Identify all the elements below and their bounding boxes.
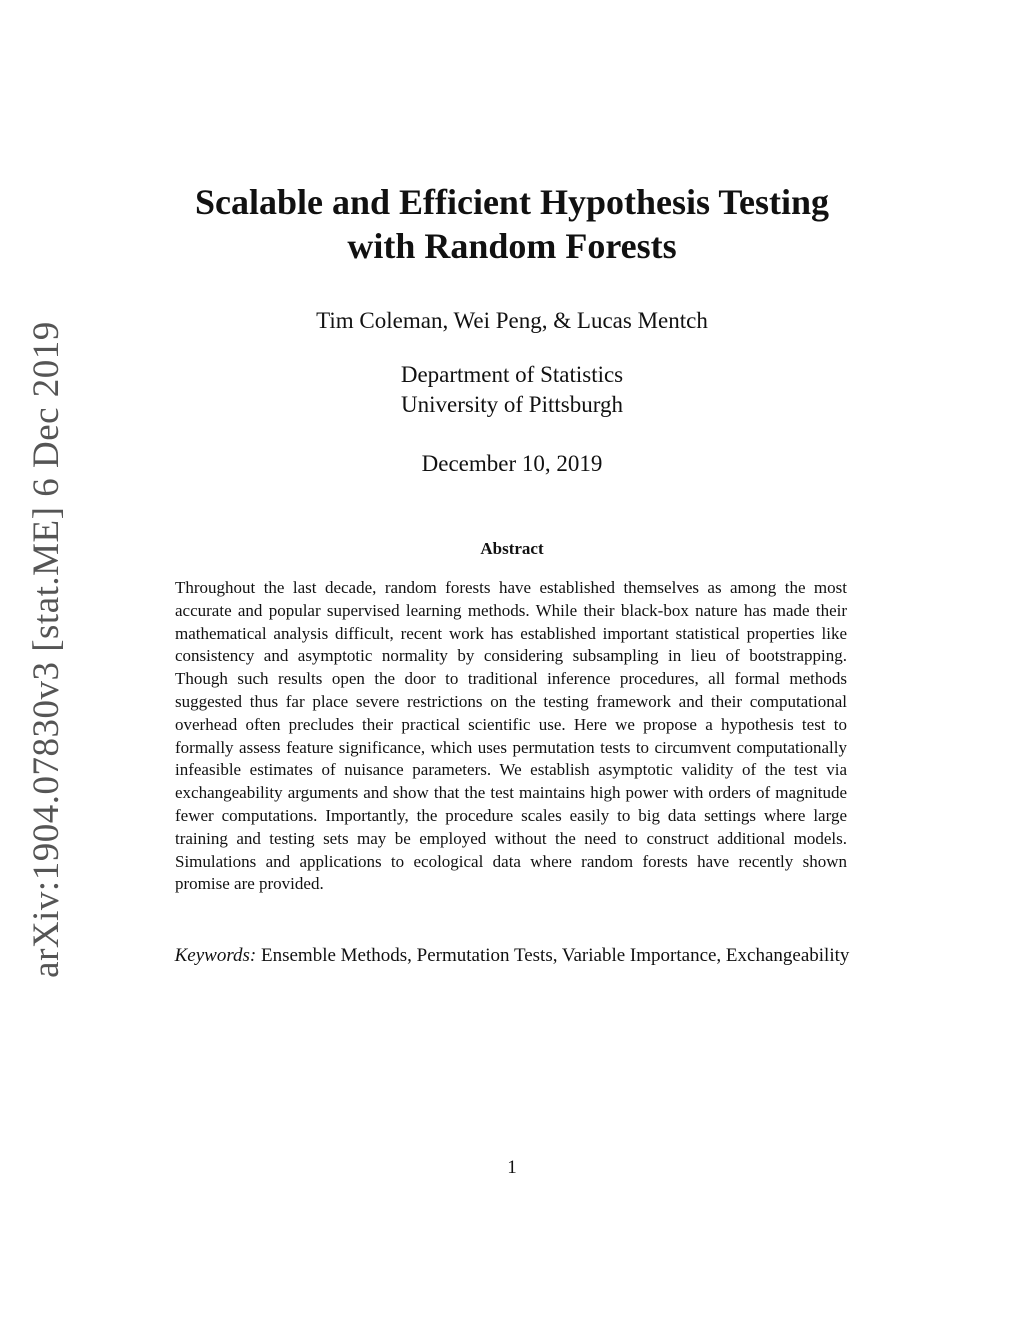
paper-title xyxy=(0,180,1024,268)
arxiv-identifier-stamp xyxy=(20,320,72,978)
paper-date: December 10, 2019 xyxy=(421,451,603,476)
keywords xyxy=(0,943,1024,969)
affiliation-university: University of Pittsburgh xyxy=(401,392,623,417)
abstract-body: Throughout the last decade, random forests have established themselves as among the most accurate and popular supervised learning methods. While their black-box nature has made their mathematical analysis difficult, recent work has established important statistical properties like consistency and asymptotic normality by considering subsampling in lieu of bootstrapping. Though such results open the door to traditional inference procedures, all formal methods suggested thus far place severe restrictions on the testing framework and their computational overhead often precludes their practical scientific use. Here we propose a hypothesis test to formally assess feature significance, which uses permutation tests to circumvent computationally infeasible estimates of nuisance parameters. We establish asymptotic validity of the test via exchangeability arguments and show that the test maintains high power with orders of magnitude fewer computations. Importantly, the procedure scales easily to big data settings where large training and testing sets may be employed without the need to construct additional models. Simulations and applications to ecological data where random forests have recently shown promise are provided. xyxy=(175,578,847,894)
paper-title-line-1: Scalable and Efficient Hypothesis Testing xyxy=(194,182,830,222)
author-list: Tim Coleman, Wei Peng, & Lucas Mentch xyxy=(316,308,708,333)
page-number: 1 xyxy=(507,1157,517,1178)
paper-title-line-2: with Random Forests xyxy=(347,226,677,266)
keywords-text: Ensemble Methods, Permutation Tests, Variable Importance, Exchangeability xyxy=(260,945,850,966)
affiliation-department: Department of Statistics xyxy=(400,362,624,387)
abstract-heading: Abstract xyxy=(480,539,544,558)
affiliation xyxy=(0,360,1024,420)
arxiv-identifier-text: arXiv:1904.07830v3 [stat.ME] 6 Dec 2019 xyxy=(25,320,67,978)
keywords-label: Keywords: xyxy=(174,945,257,966)
